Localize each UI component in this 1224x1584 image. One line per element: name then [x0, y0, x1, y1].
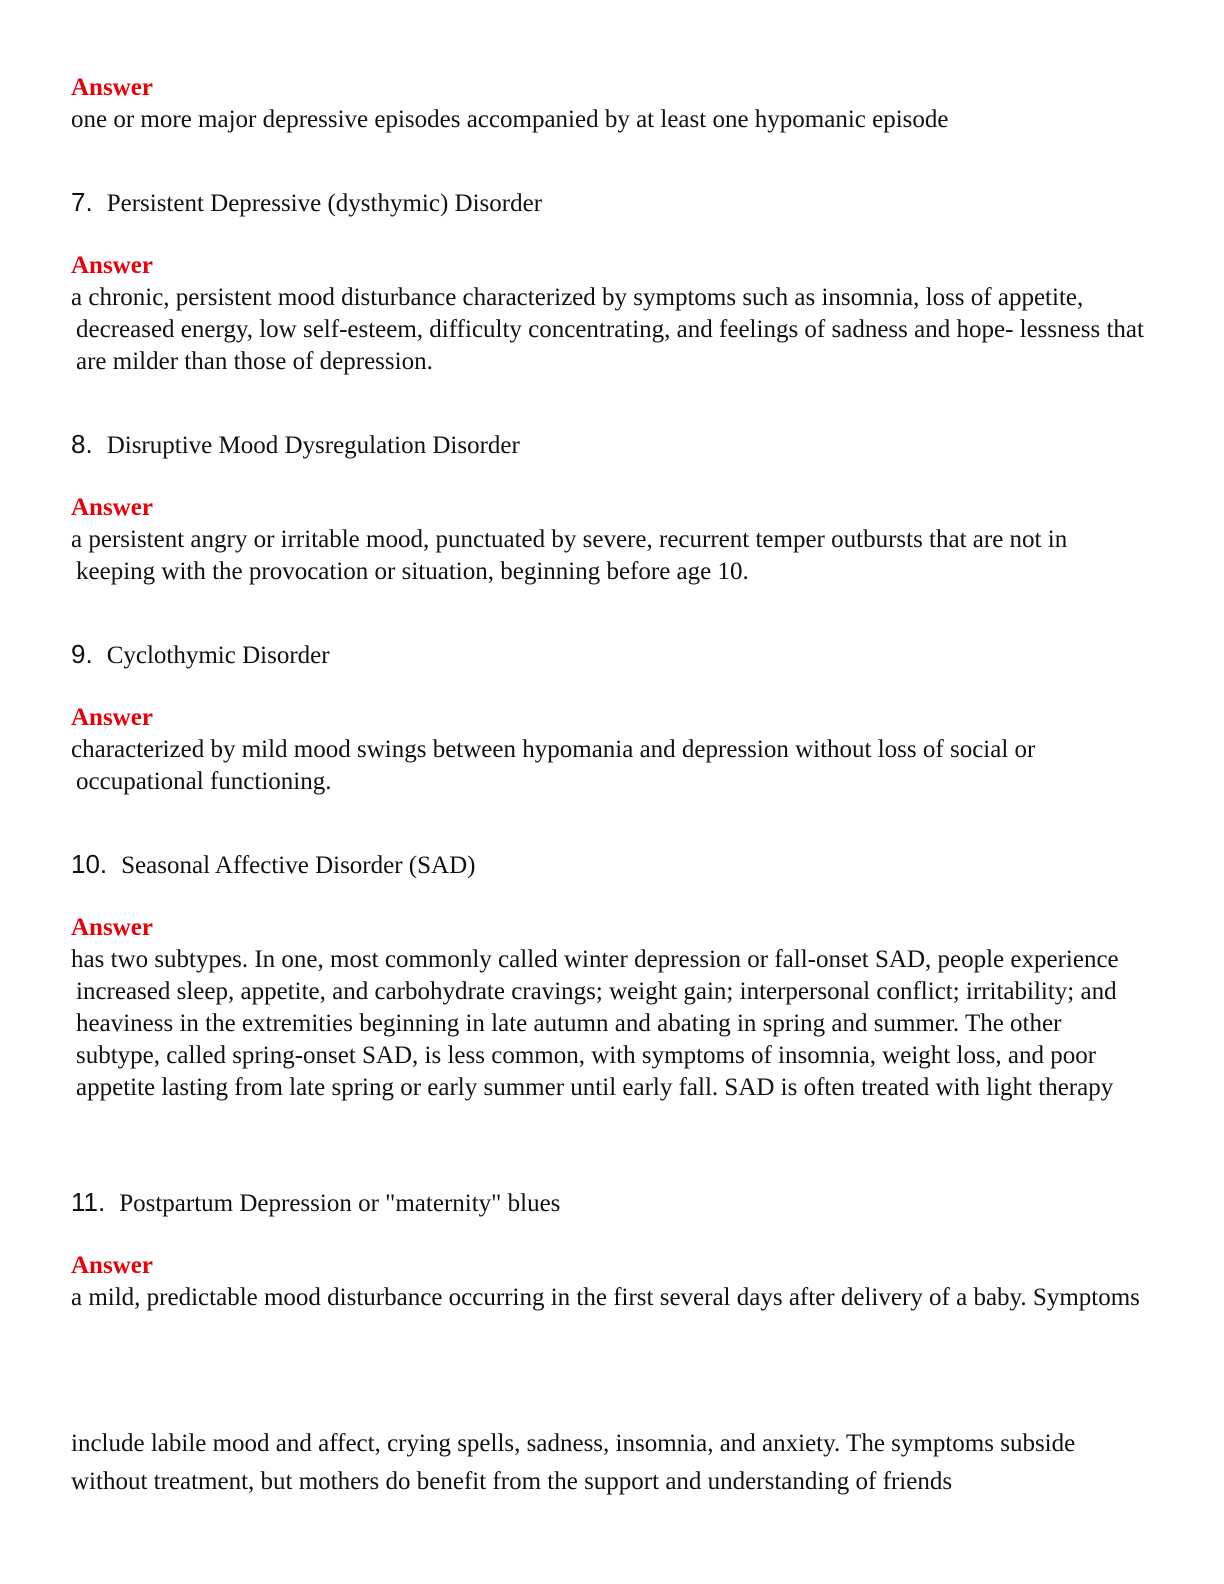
answer-text: a persistent angry or irritable mood, punctuated by severe, recurrent temper outbursts that are not in keeping with the provocation or situation, beginning before age 10. — [71, 526, 1068, 585]
answer-label: Answer — [71, 1252, 153, 1279]
question — [71, 848, 1151, 882]
answer-label: Answer — [71, 704, 153, 731]
question-number: 8. — [71, 429, 93, 459]
question — [71, 186, 1151, 220]
continuation-block — [71, 1425, 1151, 1501]
question-number: 10. — [71, 849, 108, 879]
question-block-8 — [71, 428, 1151, 462]
answer-block-6 — [71, 72, 1151, 136]
question-text: Seasonal Affective Disorder (SAD) — [121, 852, 476, 879]
question-number: 9. — [71, 639, 93, 669]
question-number: 11. — [71, 1187, 106, 1217]
question-number: 7. — [71, 187, 93, 217]
answer-block-7 — [71, 250, 1151, 378]
answer-block-9 — [71, 702, 1151, 798]
question-block-11 — [71, 1186, 1151, 1220]
question — [71, 428, 1151, 462]
question-block-7 — [71, 186, 1151, 220]
answer-text: characterized by mild mood swings between hypomania and depression without loss of social or occupational functioning. — [71, 736, 1036, 795]
answer-text: a mild, predictable mood disturbance occurring in the first several days after delivery of a baby. Symptoms — [71, 1284, 1140, 1311]
question — [71, 638, 1151, 672]
answer-block-8 — [71, 492, 1151, 588]
answer-label: Answer — [71, 914, 153, 941]
question-text: Postpartum Depression or "maternity" blues — [119, 1190, 561, 1217]
answer-block-11 — [71, 1250, 1151, 1314]
answer-block-10 — [71, 912, 1151, 1104]
answer-label: Answer — [71, 252, 153, 279]
answer-label: Answer — [71, 74, 153, 101]
question-block-9 — [71, 638, 1151, 672]
answer-text: one or more major depressive episodes accompanied by at least one hypomanic episode — [71, 106, 949, 133]
answer-label: Answer — [71, 494, 153, 521]
question — [71, 1186, 1151, 1220]
answer-text: a chronic, persistent mood disturbance characterized by symptoms such as insomnia, loss of appetite, decreased energy, low self-esteem, difficulty concentrating, and feelings of sadness and hope- lessness that are milder than those of depression. — [71, 284, 1144, 375]
question-block-10 — [71, 848, 1151, 882]
question-text: Disruptive Mood Dysregulation Disorder — [106, 432, 520, 459]
answer-text: has two subtypes. In one, most commonly called winter depression or fall-onset SAD, people experience increased sleep, appetite, and carbohydrate cravings; weight gain; interpersonal conflict; irritability; and heaviness in the extremities beginning in late autumn and abating in spring and summer. The other subtype, called spring-onset SAD, is less common, with symptoms of insomnia, weight loss, and poor appetite lasting from late spring or early summer until early fall. SAD is often treated with light therapy — [71, 946, 1119, 1101]
continuation-text: include labile mood and affect, crying spells, sadness, insomnia, and anxiety. The symptoms subside without treatment, but mothers do benefit from the support and understanding of friends — [71, 1430, 1076, 1495]
question-text: Cyclothymic Disorder — [106, 642, 330, 669]
question-text: Persistent Depressive (dysthymic) Disorder — [106, 190, 543, 217]
